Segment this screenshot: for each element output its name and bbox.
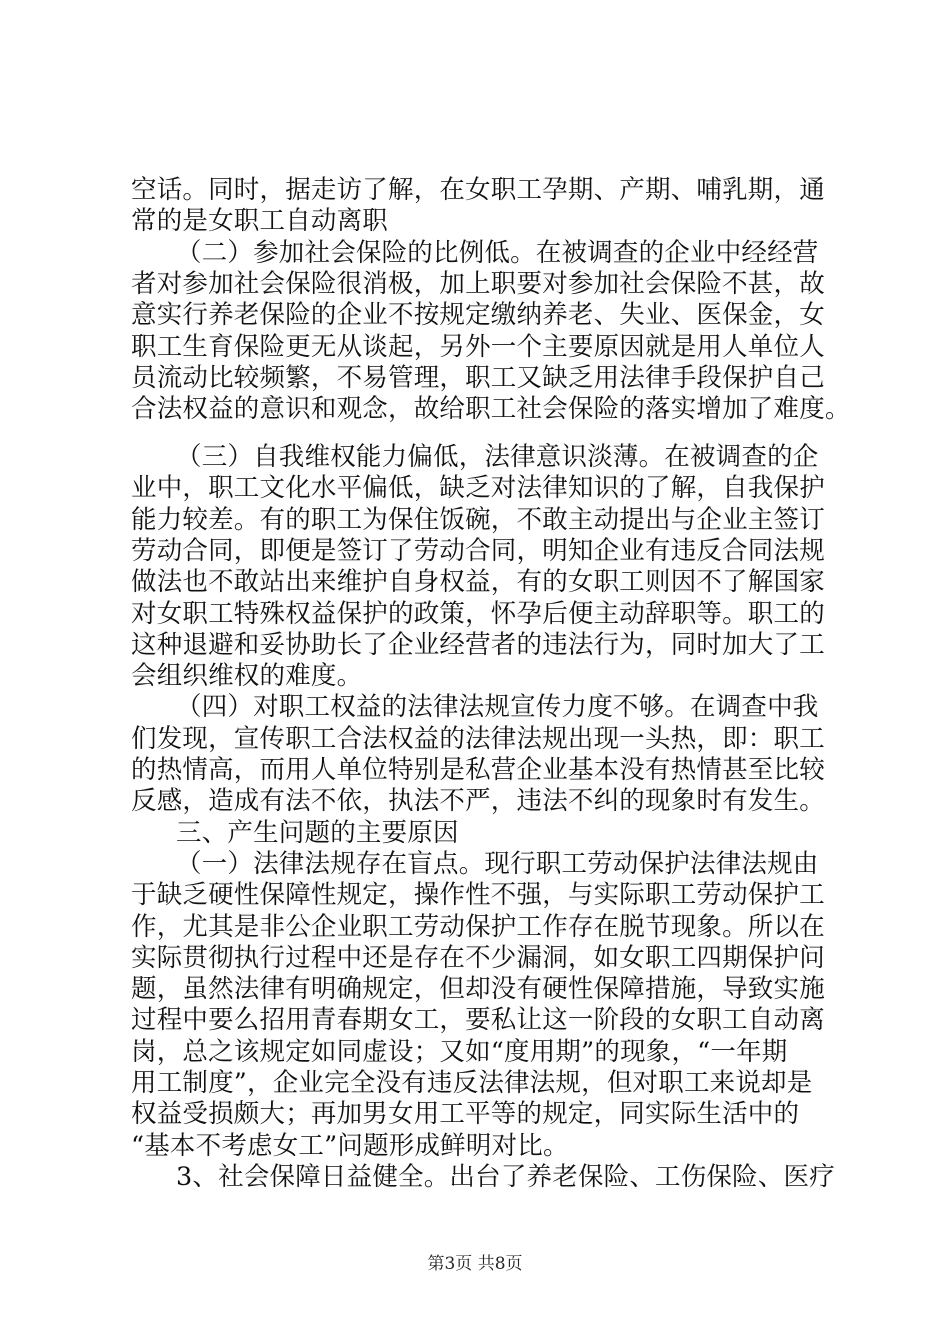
body-text-line: 作，尤其是非公企业职工劳动保护工作存在脱节现象。所以在 — [131, 912, 825, 942]
body-text-line: 于缺乏硬性保障性规定，操作性不强，与实际职工劳动保护工 — [131, 880, 825, 910]
body-text-line: （一）法律法规存在盲点。现行职工劳动保护法律法规由 — [176, 849, 819, 879]
body-text-line: 合法权益的意识和观念，故给职工社会保险的落实增加了难度。 — [131, 394, 851, 424]
body-text-line: 3、社会保障日益健全。出台了养老保险、工伤保险、医疗 — [176, 1162, 835, 1192]
body-text-line: 劳动合同，即便是签订了劳动合同，明知企业有违反合同法规 — [131, 536, 825, 566]
body-text-line: 用工制度”，企业完全没有违反法律法规，但对职工来说却是 — [131, 1068, 813, 1098]
body-text-line: 对女职工特殊权益保护的政策，怀孕后便主动辞职等。职工的 — [131, 599, 825, 629]
section-heading: 三、产生问题的主要原因 — [176, 818, 459, 848]
body-text-line: 常的是女职工自动离职 — [131, 206, 389, 236]
body-text-line: 员流动比较频繁，不易管理，职工又缺乏用法律手段保护自己 — [131, 363, 825, 393]
body-text-line: 反感，造成有法不依，执法不严，违法不纠的现象时有发生。 — [131, 786, 825, 816]
body-text-line: “基本不考虑女工”问题形成鲜明对比。 — [131, 1131, 569, 1161]
body-text-line: 空话。同时，据走访了解，在女职工孕期、产期、哺乳期，通 — [131, 175, 825, 205]
body-text-line: （三）自我维权能力偏低，法律意识淡薄。在被调查的企 — [176, 442, 819, 472]
page-number-footer: 第3页 共8页 — [427, 1254, 523, 1274]
body-text-line: （二）参加社会保险的比例低。在被调查的企业中经经营 — [176, 238, 819, 268]
body-text-line: 的热情高，而用人单位特别是私营企业基本没有热情甚至比较 — [131, 755, 825, 785]
body-text-line: 们发现，宣传职工合法权益的法律法规出现一头热，即：职工 — [131, 724, 825, 754]
body-text-line: 意实行养老保险的企业不按规定缴纳养老、失业、医保金，女 — [131, 300, 825, 330]
body-text-line: 业中，职工文化水平偏低，缺乏对法律知识的了解，自我保护 — [131, 473, 825, 503]
body-text-line: 职工生育保险更无从谈起，另外一个主要原因就是用人单位人 — [131, 332, 825, 362]
body-text-line: （四）对职工权益的法律法规宣传力度不够。在调查中我 — [176, 692, 819, 722]
body-text-line: 这种退避和妥协助长了企业经营者的违法行为，同时加大了工 — [131, 630, 825, 660]
body-text-line: 实际贯彻执行过程中还是存在不少漏洞，如女职工四期保护问 — [131, 943, 825, 973]
body-text-line: 能力较差。有的职工为保住饭碗，不敢主动提出与企业主签订 — [131, 505, 825, 535]
body-text-line: 会组织维权的难度。 — [131, 661, 363, 691]
body-text-line: 过程中要么招用青春期女工，要私让这一阶段的女职工自动离 — [131, 1005, 825, 1035]
body-text-line: 岗，总之该规定如同虚设；又如“度用期”的现象，“一年期 — [131, 1037, 788, 1067]
body-text-line: 做法也不敢站出来维护自身权益，有的女职工则因不了解国家 — [131, 567, 825, 597]
body-text-line: 者对参加社会保险很消极，加上职要对参加社会保险不甚，故 — [131, 269, 825, 299]
body-text-line: 权益受损颇大；再加男女用工平等的规定，同实际生活中的 — [131, 1099, 800, 1129]
body-text-line: 题，虽然法律有明确规定，但却没有硬性保障措施，导致实施 — [131, 974, 825, 1004]
